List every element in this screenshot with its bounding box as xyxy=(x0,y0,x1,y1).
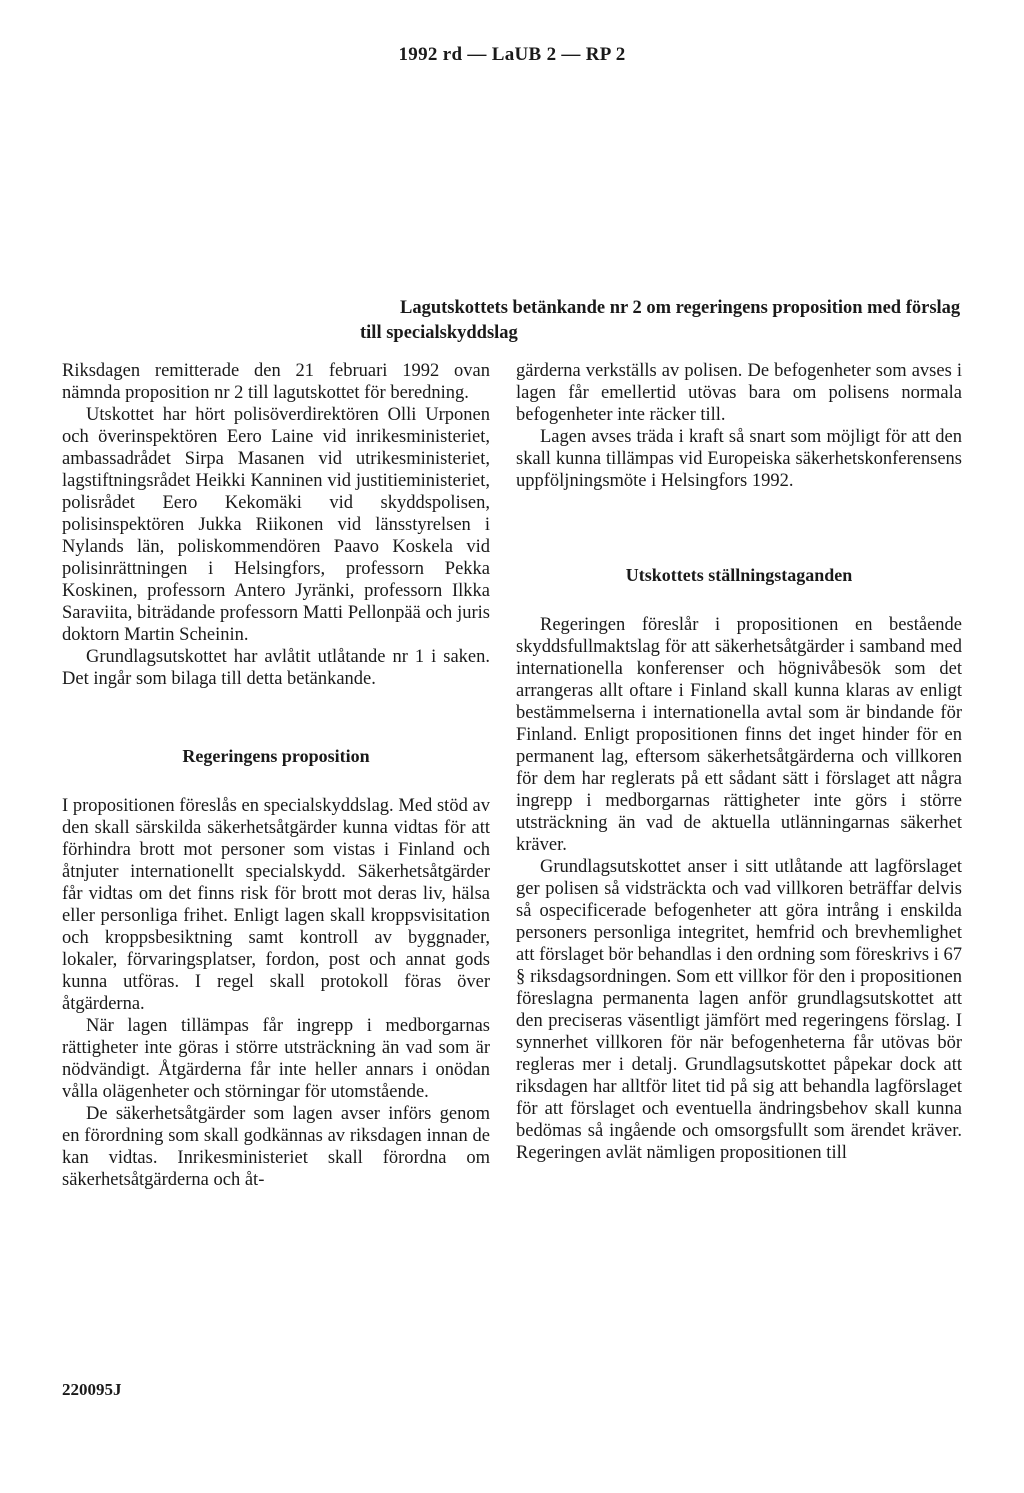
paragraph-entry-into-force: Lagen avses träda i kraft så snart som möjligt för att den skall kunna tillämpas vid Europeiska säkerhetskonferensens uppföljningsmöte i Helsingfors 1992. xyxy=(516,427,962,491)
print-code: 220095J xyxy=(62,1380,122,1399)
running-head: 1992 rd — LaUB 2 — RP 2 xyxy=(398,44,626,65)
left-column xyxy=(62,360,490,1191)
right-column xyxy=(516,360,962,1164)
paragraph-proposition-summary: I propositionen föreslås en specialskyddslag. Med stöd av den skall särskilda säkerhetsåtgärder kunna vidtas för att förhindra brott mot personer som vistas i Finland och åtnjuter internationellt specialskydd. Säkerhetsåtgärder får vidtas om det finns risk för brott mot deras liv, hälsa eller personliga frihet. Enligt lagen skall kroppsvisitation och kroppsbesiktning samt kontroll av byggnader, lokaler, förvaringsplatser, fordon, post och annat gods kunna utföras. I regel skall protokoll föras över åtgärderna. xyxy=(62,796,490,1014)
section-heading-proposition: Regeringens proposition xyxy=(182,746,370,766)
paragraph-continuation: gärderna verkställs av polisen. De befogenheter som avses i lagen får emellertid utövas bara om polisens normala befogenheter inte räcker till. xyxy=(516,361,962,425)
paragraph-proposition-rights: När lagen tillämpas får ingrepp i medborgarnas rättigheter inte göras i större utsträckning än vad som är nödvändigt. Åtgärderna får inte heller annars i onödan vålla olägenheter och störningar för utomstående. xyxy=(62,1016,490,1102)
paragraph-statement: Grundlagsutskottet har avlåtit utlåtande nr 1 i saken. Det ingår som bilaga till detta betänkande. xyxy=(62,647,490,689)
paragraph-referral: Riksdagen remitterade den 21 februari 1992 ovan nämnda proposition nr 2 till lagutskottet för beredning. xyxy=(62,361,490,403)
paragraph-proposition-decree: De säkerhetsåtgärder som lagen avser införs genom en förordning som skall godkännas av riksdagen innan de kan vidtas. Inrikesministeriet skall förordna om säkerhetsåtgärderna och åt- xyxy=(62,1104,490,1190)
report-title: Lagutskottets betänkande nr 2 om regeringens proposition med förslag till specialskyddslag xyxy=(360,298,961,343)
paragraph-position-government: Regeringen föreslår i propositionen en bestående skyddsfullmaktslag för att säkerhetsåtgärder i samband med internationella konferenser och högnivåbesök som det arrangeras allt oftare i Finland skall kunna klaras av enligt bestämmelserna i internationella avtal som är bindande för Finland. Enligt propositionen finns det inget hinder för en permanent lag, eftersom säkerhetsåtgärderna och villkoren för dem har reglerats på ett sådant sätt i förslaget att några ingrepp i medborgarnas rättigheter inte görs i större utsträckning än vad de aktuella utlänningarnas säkerhet kräver. xyxy=(516,615,962,855)
paragraph-hearings: Utskottet har hört polisöverdirektören Olli Urponen och överinspektören Eero Laine vid inrikesministeriet, ambassadrådet Sirpa Masanen vid utrikesministeriet, lagstiftningsrådet Heikki Kanninen vid justitieministeriet, polisrådet Eero Kekomäki vid skyddspolisen, polisinspektören Jukka Riikonen vid länsstyrelsen i Nylands län, poliskommendören Paavo Koskela vid polisinrättningen i Helsingfors, professorn Pekka Koskinen, professorn Antero Jyränki, professorn Ilkka Saraviita, biträdande professorn Matti Pellonpää och juris doktorn Martin Scheinin. xyxy=(62,405,490,645)
paragraph-position-constitutional: Grundlagsutskottet anser i sitt utlåtande att lagförslaget ger polisen så vidsträckta och vad villkoren beträffar delvis så ospecificerade befogenheter att göra intrång i enskilda personers personliga integritet, hemfrid och brevhemlighet att förslaget bör behandlas i den ordning som föreskrivs i 67 § riksdagsordningen. Som ett villkor för den i propositionen föreslagna permanenta lagen anför grundlagsutskottet att den preciseras väsentligt jämfört med regeringens förslag. I synnerhet villkoren för när befogenheterna får utövas bör regleras mer i detalj. Grundlagsutskottet påpekar dock att riksdagen har alltför litet tid på sig att behandla lagförslaget för att förslaget och eventuella ändringsbehov skall kunna bedömas så ingående och omsorgsfullt som ärendet kräver. Regeringen avlät nämligen propositionen till xyxy=(516,857,962,1163)
section-heading-committee-position: Utskottets ställningstaganden xyxy=(625,565,853,585)
